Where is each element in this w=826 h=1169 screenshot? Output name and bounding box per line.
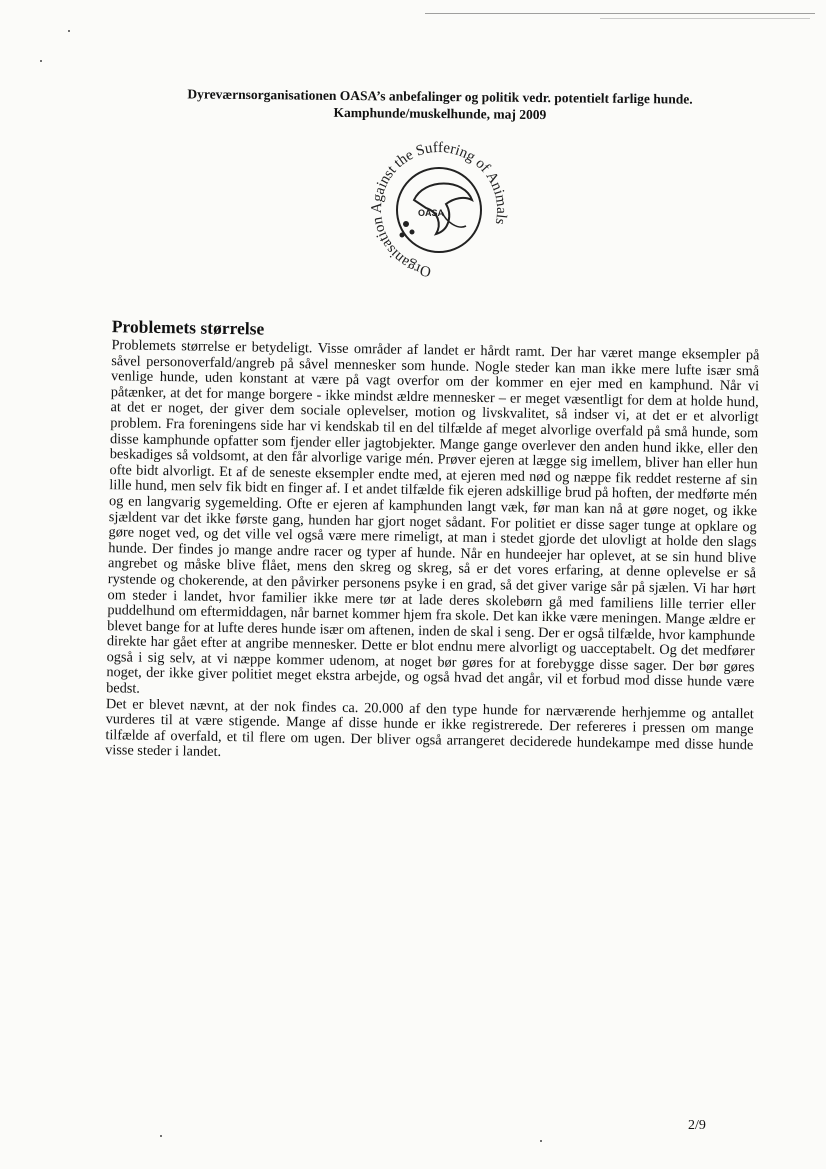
scan-speck	[40, 60, 42, 62]
logo-ring-text-path: Organisation Against the Suffering of Animals	[368, 139, 510, 280]
hand-icon	[442, 212, 466, 227]
document-header	[150, 85, 730, 125]
page-number: 2/9	[688, 1118, 706, 1133]
paw-icon	[400, 233, 405, 238]
logo-center-text: OASA	[418, 208, 445, 218]
header-title: Dyreværnsorganisationen OASA’s anbefalinger og politik vedr. potentielt farlige hunde.	[187, 86, 693, 107]
scan-speck	[68, 30, 70, 32]
paw-icon	[410, 230, 415, 235]
section-body	[105, 338, 760, 769]
paragraph: Det er blevet nævnt, at der nok findes ca. 20.000 af den type hunde for nærværende herhjemme og antallet vurderes til at være stigende. Mange af disse hunde er ikke registrerede. Der refereres i pressen om mange tilfælde af overfald, et til flere om ugen. Der bliver også arrangeret deciderede hundekampe med disse hunde visse steder i landet.	[105, 695, 754, 761]
section-heading: Problemets størrelse	[111, 316, 265, 339]
scan-speck	[160, 1135, 162, 1137]
scan-artifact-line	[425, 13, 815, 14]
header-subtitle: Kamphunde/muskelhunde, maj 2009	[333, 104, 547, 123]
paw-icon	[403, 221, 409, 227]
oasa-logo	[354, 138, 524, 288]
scan-artifact-line	[600, 18, 810, 19]
scan-speck	[540, 1140, 542, 1142]
paragraph: Problemets størrelse er betydeligt. Visse områder af landet er hårdt ramt. Der har været mange eksempler på såvel personoverfald/angreb på såvel mennesker som hunde. Nogle steder kan man ikke mere lufte især små venlige hunde, uden konstant at være på vagt overfor om der kommer en ejer med en kamphund. Når vi påtænker, at det for mange borgere - ikke mindst ældre mennesker – er meget væsentligt for dem at holde hund, at det er noget, der giver dem sociale oplevelser, motion og livskvalitet, så indser vi, at det er et alvorligt problem. Fra foreningens side har vi kendskab til en del tilfælde af meget alvorlige overfald på små hunde, som disse kamphunde opfatter som fjender eller jagtobjekter. Mange gange overlever den anden hund ikke, eller den beskadiges så voldsomt, at den får alvorlige varige mén. Prøver ejeren at lægge sig imellem, bliver han eller hun ofte bidt alvorligt. Et af de seneste eksempler endte med, at ejeren med nød og næppe fik reddet resterne af sin lille hund, men selv fik bidt en finger af. I et andet tilfælde fik ejeren adskillige brud på hoften, der medførte mén og en langvarig sygemelding. Ofte er ejeren af kamphunden langt væk, før man kan nå at gøre noget, og ikke sjældent var det ikke første gang, hunden har gjort noget sådant. For politiet er disse sager tunge at opklare og gøre noget ved, og det ville vel også være mere rimeligt, at man i stedet gjorde det ulovligt at holde den slags hunde. Der findes jo mange andre racer og typer af hunde. Når en hundeejer har oplevet, at se sin hund blive angrebet og måske blive flået, mens den skreg og skreg, så er det vores erfaring, at denne oplevelse er så rystende og chokerende, at den påvirker personens psyke i en grad, så det giver varige sår på sjælen. Vi har hørt om steder i landet, hvor familier ikke mere tør at lade deres skolebørn gå med familiens lille terrier eller puddelhund om eftermiddagen, når barnet kommer hjem fra skole. Det kan ikke være meningen. Mange ældre er blevet bange for at lufte deres hunde især om aftenen, inden de skal i seng. Der er også tilfælde, hvor kamphunde direkte har gået efter at angribe mennesker. Dette er blot endnu mere alvorligt og uacceptabelt. Og det medfører også i sig selv, at vi næppe kommer udenom, at noget bør gøres for at forebygge disse sager. Der bør gøres noget, der ikke giver politiet meget ekstra arbejde, og også hvad det angår, vil et forbud mod disse hunde være bedst.	[106, 337, 760, 697]
section-problem-size	[93, 316, 760, 769]
